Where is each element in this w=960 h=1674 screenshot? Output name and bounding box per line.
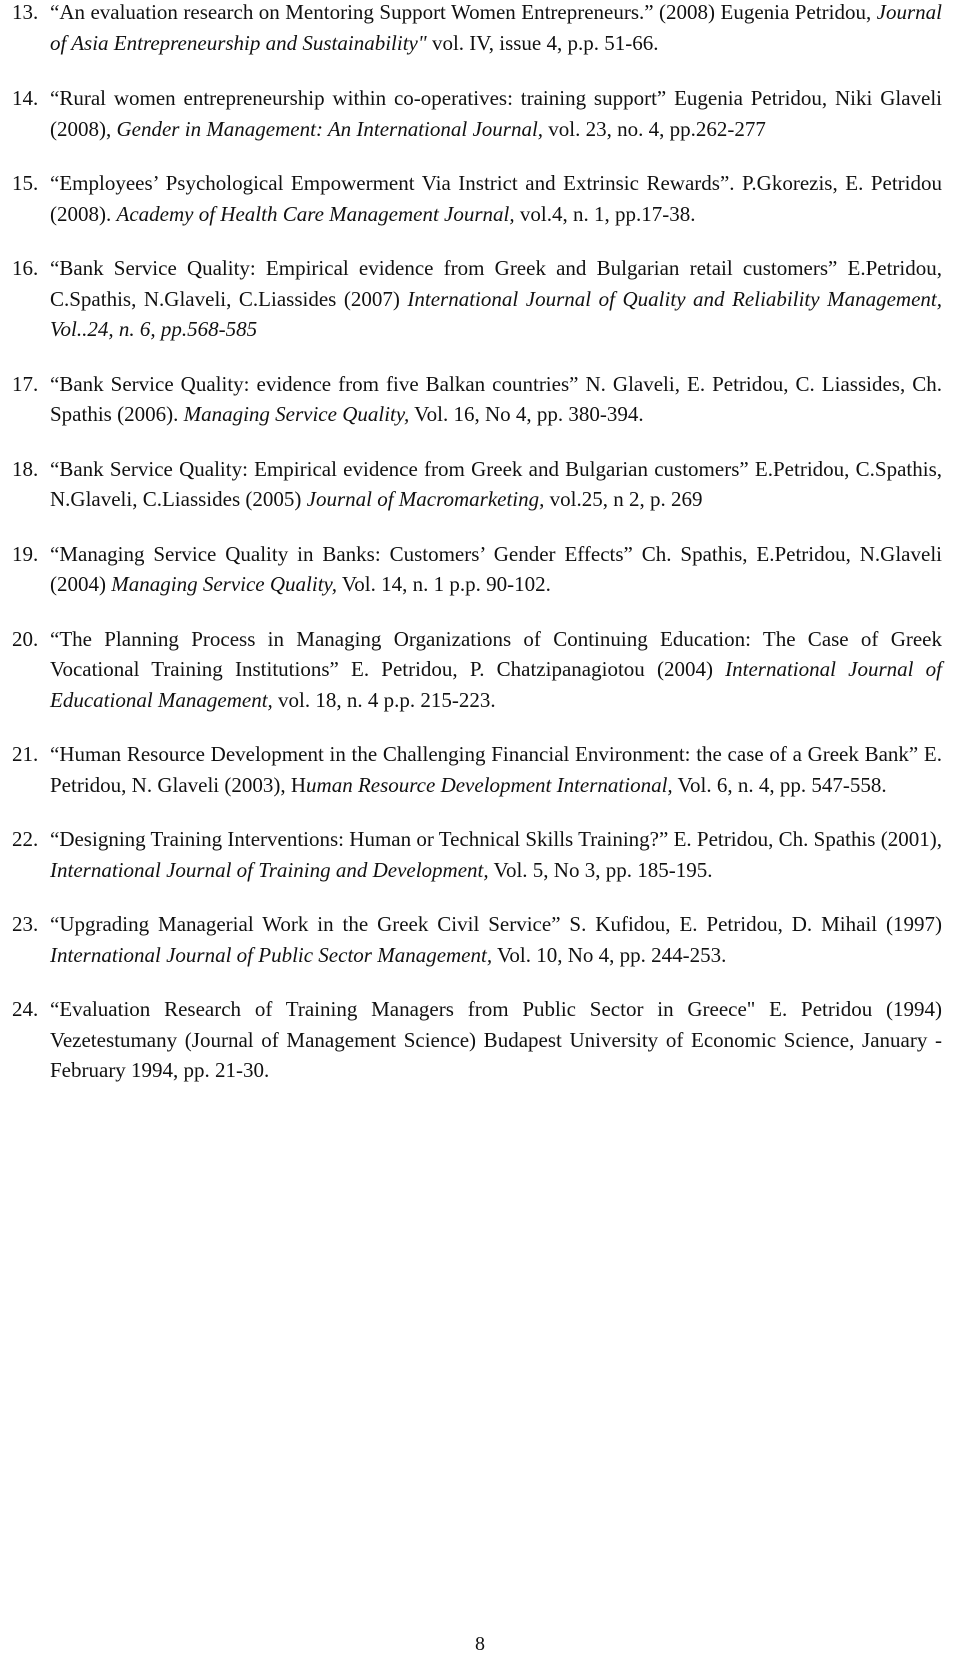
reference-text-run: “Bank Service Quality: Empirical evidence from Greek and Bulgarian customers” E.Petridou, C.Spathis, N.Glaveli, C.Liassides (2005) <box>50 456 942 511</box>
reference-journal-title: Managing Service Quality, <box>111 572 337 596</box>
reference-text <box>50 83 942 144</box>
reference-text-run: Vol. 6, n. 4, pp. 547-558. <box>672 772 887 797</box>
reference-text-run: “Bank Service Quality: Empirical evidence from Greek and Bulgarian retail customers” E.Petridou, C.Spathis, N.Glaveli, C.Liassides (2007) <box>50 256 942 311</box>
reference-text-run: “Employees’ Psychological Empowerment Via Instrict and Extrinsic Rewards”. P.Gkorezis, E. Petridou (2008). <box>50 171 942 226</box>
reference-text-run: Vol. 5, No 3, pp. 185-195. <box>488 857 713 882</box>
reference-text-run: “Managing Service Quality in Banks: Customers’ Gender Effects” Ch. Spathis, E.Petridou, N.Glaveli (2004) <box>50 541 942 596</box>
reference-text-run: vol.4, n. 1, pp.17-38. <box>514 201 696 226</box>
reference-item <box>12 739 942 800</box>
reference-number: 13. <box>12 0 39 24</box>
reference-text <box>50 539 942 600</box>
reference-text <box>50 739 942 800</box>
reference-number: 17. <box>12 371 39 396</box>
reference-item <box>12 909 942 970</box>
reference-text <box>50 994 942 1086</box>
reference-text-run: “Human Resource Development in the Challenging Financial Environment: the case of a Greek Bank” E. Petridou, N. Glaveli (2003), H <box>50 742 942 797</box>
reference-text-run: Vol. 14, n. 1 p.p. 90-102. <box>336 572 551 596</box>
reference-text-run: “Rural women entrepreneurship within co-operatives: training support” Eugenia Petridou, Niki Glaveli (2008), <box>50 86 942 141</box>
reference-item <box>12 994 942 1086</box>
reference-number: 20. <box>12 626 39 651</box>
reference-number: 23. <box>12 912 39 936</box>
reference-text-run: vol. IV, issue 4, p.p. 51-66. <box>426 30 659 55</box>
reference-text-run: “An evaluation research on Mentoring Support Women Entrepreneurs.” (2008) Eugenia Petridou, <box>50 0 877 24</box>
reference-journal-title: Gender in Management: An International Journal, <box>116 116 544 141</box>
reference-text-run: “Designing Training Interventions: Human or Technical Skills Training?” E. Petridou, Ch. Spathis (2001), <box>50 827 942 851</box>
reference-number: 14. <box>12 86 39 110</box>
reference-number: 22. <box>12 827 39 851</box>
reference-item <box>12 369 942 430</box>
reference-item <box>12 824 942 885</box>
reference-text <box>50 369 942 430</box>
reference-item <box>12 168 942 229</box>
reference-text <box>50 253 942 345</box>
reference-text <box>50 909 942 970</box>
reference-journal-title: International Journal of Educational Management, <box>50 657 942 712</box>
reference-text-run: vol. 18, n. 4 p.p. 215-223. <box>272 687 496 712</box>
reference-number: 15. <box>12 171 39 195</box>
reference-journal-title: International Journal of Public Sector Management, <box>50 942 493 967</box>
reference-list <box>12 0 942 1086</box>
reference-text <box>50 0 942 58</box>
reference-item <box>12 253 942 345</box>
reference-number: 18. <box>12 456 39 481</box>
reference-item <box>12 624 942 716</box>
reference-text <box>50 824 942 885</box>
reference-text <box>50 454 942 515</box>
reference-journal-title: International Journal of Training and Development, <box>50 857 489 882</box>
reference-text-run: Vol. 10, No 4, pp. 244-253. <box>492 942 727 967</box>
reference-text <box>50 624 942 716</box>
reference-text-run: “Evaluation Research of Training Managers from Public Sector in Greece" E. Petridou (1994) Vezetestumany (Journal of Management Science) Budapest University of Economic Science, January - February 1994, pp. 21-30. <box>50 997 942 1082</box>
reference-item <box>12 83 942 144</box>
reference-text-run: “The Planning Process in Managing Organizations of Continuing Education: The Case of Greek Vocational Training Institutions” E. Petridou, P. Chatzipanagiotou (2004) <box>50 626 942 681</box>
reference-text-run: “Bank Service Quality: evidence from five Balkan countries” N. Glaveli, E. Petridou, C. Liassides, Ch. Spathis (2006). <box>50 371 942 426</box>
reference-text-run: “Upgrading Managerial Work in the Greek Civil Service” S. Kufidou, E. Petridou, D. Mihail (1997) <box>50 912 942 936</box>
reference-number: 19. <box>12 541 39 566</box>
reference-item <box>12 0 942 58</box>
reference-journal-title: International Journal of Quality and Reliability Management, Vol..24, n. 6, pp.568-585 <box>50 286 942 341</box>
reference-text-run: vol. 23, no. 4, pp.262-277 <box>543 116 766 141</box>
reference-number: 24. <box>12 997 39 1021</box>
reference-journal-title: Managing Service Quality, <box>183 402 410 426</box>
reference-item <box>12 539 942 600</box>
reference-number: 16. <box>12 256 39 280</box>
reference-journal-title: Journal of Asia Entrepreneurship and Sustainability" <box>50 0 942 55</box>
reference-text-run: Vol. 16, No 4, pp. 380-394. <box>409 402 644 426</box>
reference-journal-title: Journal of Macromarketing, <box>306 487 545 511</box>
page-number: 8 <box>475 1633 485 1655</box>
reference-journal-title: uman Resource Development International, <box>306 772 673 797</box>
reference-number: 21. <box>12 742 39 766</box>
reference-text-run: vol.25, n 2, p. 269 <box>544 487 703 511</box>
reference-journal-title: Academy of Health Care Management Journal, <box>116 201 515 226</box>
reference-text <box>50 168 942 229</box>
reference-item <box>12 454 942 515</box>
